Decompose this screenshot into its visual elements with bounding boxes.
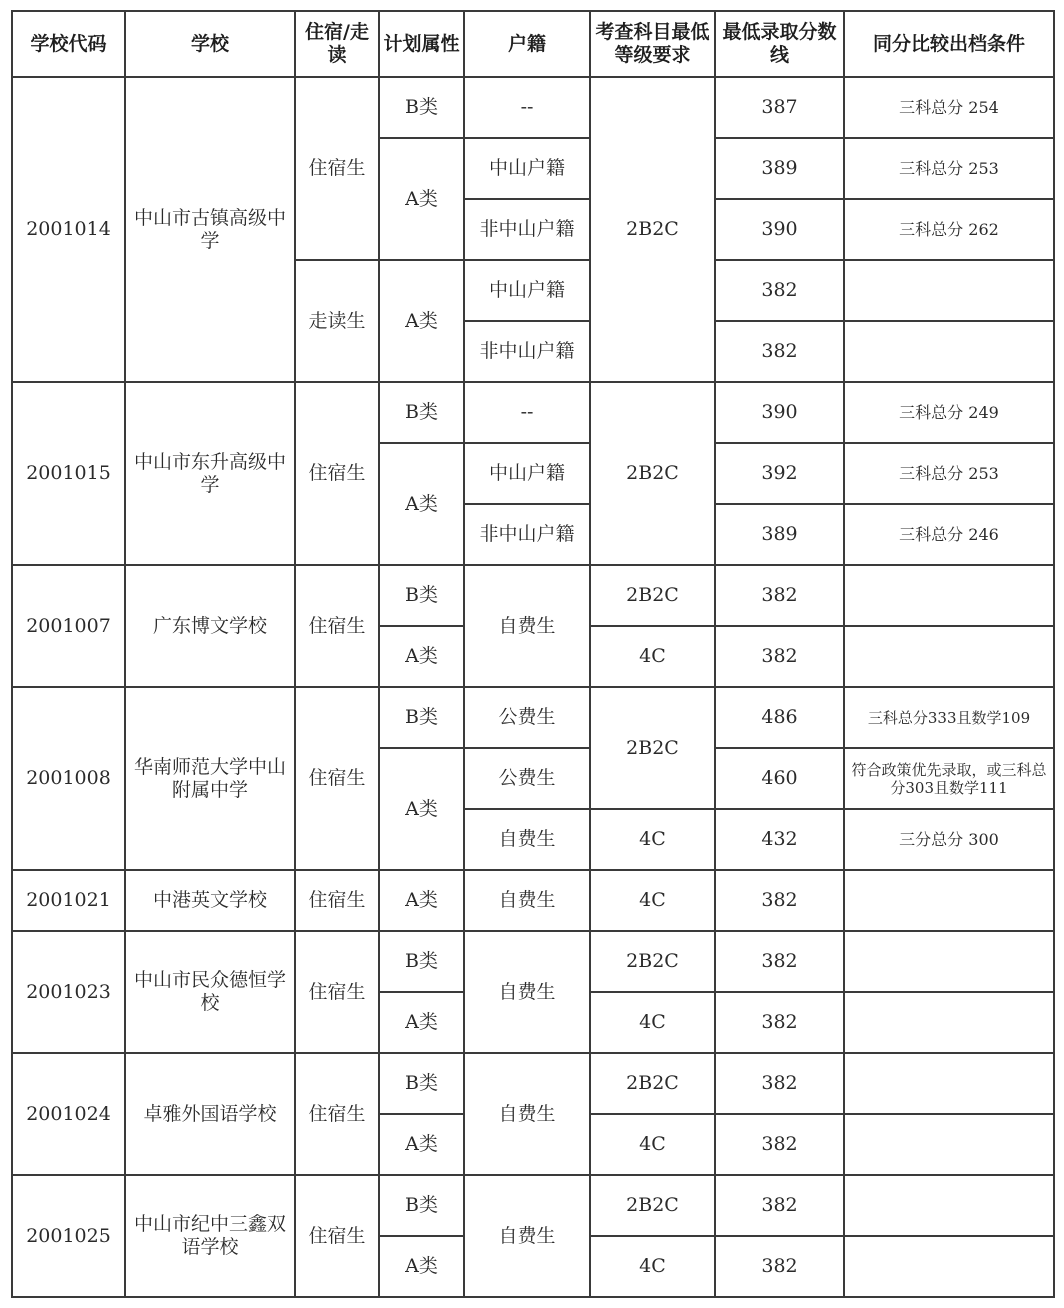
tie-condition [844, 870, 1054, 931]
school-name: 卓雅外国语学校 [125, 1053, 295, 1175]
tie-condition: 三科总分333且数学109 [844, 687, 1054, 748]
plan-type: B类 [379, 382, 464, 443]
min-score: 389 [715, 504, 844, 565]
plan-type: A类 [379, 1114, 464, 1175]
board-type: 住宿生 [295, 77, 379, 260]
school-code: 2001025 [12, 1175, 125, 1297]
grade-requirement: 2B2C [590, 382, 715, 565]
min-score: 382 [715, 870, 844, 931]
tie-condition [844, 565, 1054, 626]
table-row [12, 870, 1054, 931]
header-hukou: 户籍 [464, 11, 590, 77]
plan-type: B类 [379, 931, 464, 992]
grade-requirement: 2B2C [590, 1053, 715, 1114]
min-score: 382 [715, 565, 844, 626]
header-row [12, 11, 1054, 77]
grade-requirement: 2B2C [590, 565, 715, 626]
min-score: 382 [715, 1236, 844, 1297]
plan-type: A类 [379, 870, 464, 931]
hukou: -- [464, 382, 590, 443]
grade-requirement: 2B2C [590, 687, 715, 809]
header-school: 学校 [125, 11, 295, 77]
school-code: 2001021 [12, 870, 125, 931]
tie-condition [844, 931, 1054, 992]
school-code: 2001014 [12, 77, 125, 382]
school-name: 华南师范大学中山附属中学 [125, 687, 295, 870]
hukou: 自费生 [464, 809, 590, 870]
hukou: 中山户籍 [464, 138, 590, 199]
min-score: 432 [715, 809, 844, 870]
min-score: 460 [715, 748, 844, 809]
tie-condition [844, 321, 1054, 382]
tie-condition: 三科总分 253 [844, 138, 1054, 199]
tie-condition [844, 260, 1054, 321]
plan-type: B类 [379, 1175, 464, 1236]
hukou: 公费生 [464, 748, 590, 809]
plan-type: B类 [379, 565, 464, 626]
min-score: 382 [715, 1175, 844, 1236]
grade-requirement: 2B2C [590, 1175, 715, 1236]
min-score: 390 [715, 382, 844, 443]
school-name: 中山市纪中三鑫双语学校 [125, 1175, 295, 1297]
tie-condition: 三科总分 262 [844, 199, 1054, 260]
plan-type: B类 [379, 77, 464, 138]
school-name: 中山市东升高级中学 [125, 382, 295, 565]
grade-requirement: 4C [590, 809, 715, 870]
school-code: 2001008 [12, 687, 125, 870]
tie-condition: 三分总分 300 [844, 809, 1054, 870]
tie-condition: 三科总分 249 [844, 382, 1054, 443]
tie-condition [844, 1175, 1054, 1236]
tie-condition: 三科总分 253 [844, 443, 1054, 504]
hukou: 非中山户籍 [464, 199, 590, 260]
min-score: 382 [715, 931, 844, 992]
table-row [12, 565, 1054, 626]
school-name: 广东博文学校 [125, 565, 295, 687]
table-row [12, 77, 1054, 138]
min-score: 486 [715, 687, 844, 748]
plan-type: A类 [379, 992, 464, 1053]
board-type: 住宿生 [295, 870, 379, 931]
plan-type: A类 [379, 1236, 464, 1297]
school-name: 中山市民众德恒学校 [125, 931, 295, 1053]
tie-condition [844, 1236, 1054, 1297]
grade-requirement: 4C [590, 626, 715, 687]
min-score: 392 [715, 443, 844, 504]
table-row [12, 931, 1054, 992]
grade-requirement: 2B2C [590, 77, 715, 382]
tie-condition [844, 1114, 1054, 1175]
school-code: 2001007 [12, 565, 125, 687]
hukou: -- [464, 77, 590, 138]
hukou: 自费生 [464, 1175, 590, 1297]
tie-condition [844, 992, 1054, 1053]
plan-type: A类 [379, 626, 464, 687]
table-row [12, 687, 1054, 748]
board-type: 住宿生 [295, 382, 379, 565]
school-code: 2001024 [12, 1053, 125, 1175]
hukou: 非中山户籍 [464, 321, 590, 382]
grade-requirement: 4C [590, 1114, 715, 1175]
hukou: 非中山户籍 [464, 504, 590, 565]
min-score: 382 [715, 321, 844, 382]
tie-condition: 符合政策优先录取，或三科总分303且数学111 [844, 748, 1054, 809]
school-code: 2001023 [12, 931, 125, 1053]
plan-type: A类 [379, 138, 464, 260]
hukou: 自费生 [464, 565, 590, 687]
board-type: 住宿生 [295, 687, 379, 870]
board-type: 住宿生 [295, 1175, 379, 1297]
tie-condition: 三科总分 246 [844, 504, 1054, 565]
min-score: 387 [715, 77, 844, 138]
board-type: 走读生 [295, 260, 379, 382]
plan-type: B类 [379, 687, 464, 748]
table-row [12, 382, 1054, 443]
header-subject: 考查科目最低等级要求 [590, 11, 715, 77]
min-score: 389 [715, 138, 844, 199]
header-code: 学校代码 [12, 11, 125, 77]
header-score: 最低录取分数线 [715, 11, 844, 77]
hukou: 中山户籍 [464, 443, 590, 504]
header-plan: 计划属性 [379, 11, 464, 77]
plan-type: A类 [379, 260, 464, 382]
hukou: 自费生 [464, 870, 590, 931]
header-tie: 同分比较出档条件 [844, 11, 1054, 77]
plan-type: A类 [379, 443, 464, 565]
tie-condition [844, 626, 1054, 687]
tie-condition [844, 1053, 1054, 1114]
table-row [12, 1175, 1054, 1236]
min-score: 382 [715, 626, 844, 687]
hukou: 公费生 [464, 687, 590, 748]
min-score: 390 [715, 199, 844, 260]
board-type: 住宿生 [295, 1053, 379, 1175]
min-score: 382 [715, 260, 844, 321]
plan-type: B类 [379, 1053, 464, 1114]
school-name: 中港英文学校 [125, 870, 295, 931]
admission-table [11, 10, 1055, 1298]
plan-type: A类 [379, 748, 464, 870]
hukou: 中山户籍 [464, 260, 590, 321]
grade-requirement: 4C [590, 1236, 715, 1297]
table-row [12, 1053, 1054, 1114]
school-code: 2001015 [12, 382, 125, 565]
board-type: 住宿生 [295, 565, 379, 687]
school-name: 中山市古镇高级中学 [125, 77, 295, 382]
hukou: 自费生 [464, 1053, 590, 1175]
grade-requirement: 2B2C [590, 931, 715, 992]
min-score: 382 [715, 992, 844, 1053]
board-type: 住宿生 [295, 931, 379, 1053]
header-board: 住宿/走读 [295, 11, 379, 77]
grade-requirement: 4C [590, 992, 715, 1053]
hukou: 自费生 [464, 931, 590, 1053]
min-score: 382 [715, 1053, 844, 1114]
min-score: 382 [715, 1114, 844, 1175]
tie-condition: 三科总分 254 [844, 77, 1054, 138]
grade-requirement: 4C [590, 870, 715, 931]
